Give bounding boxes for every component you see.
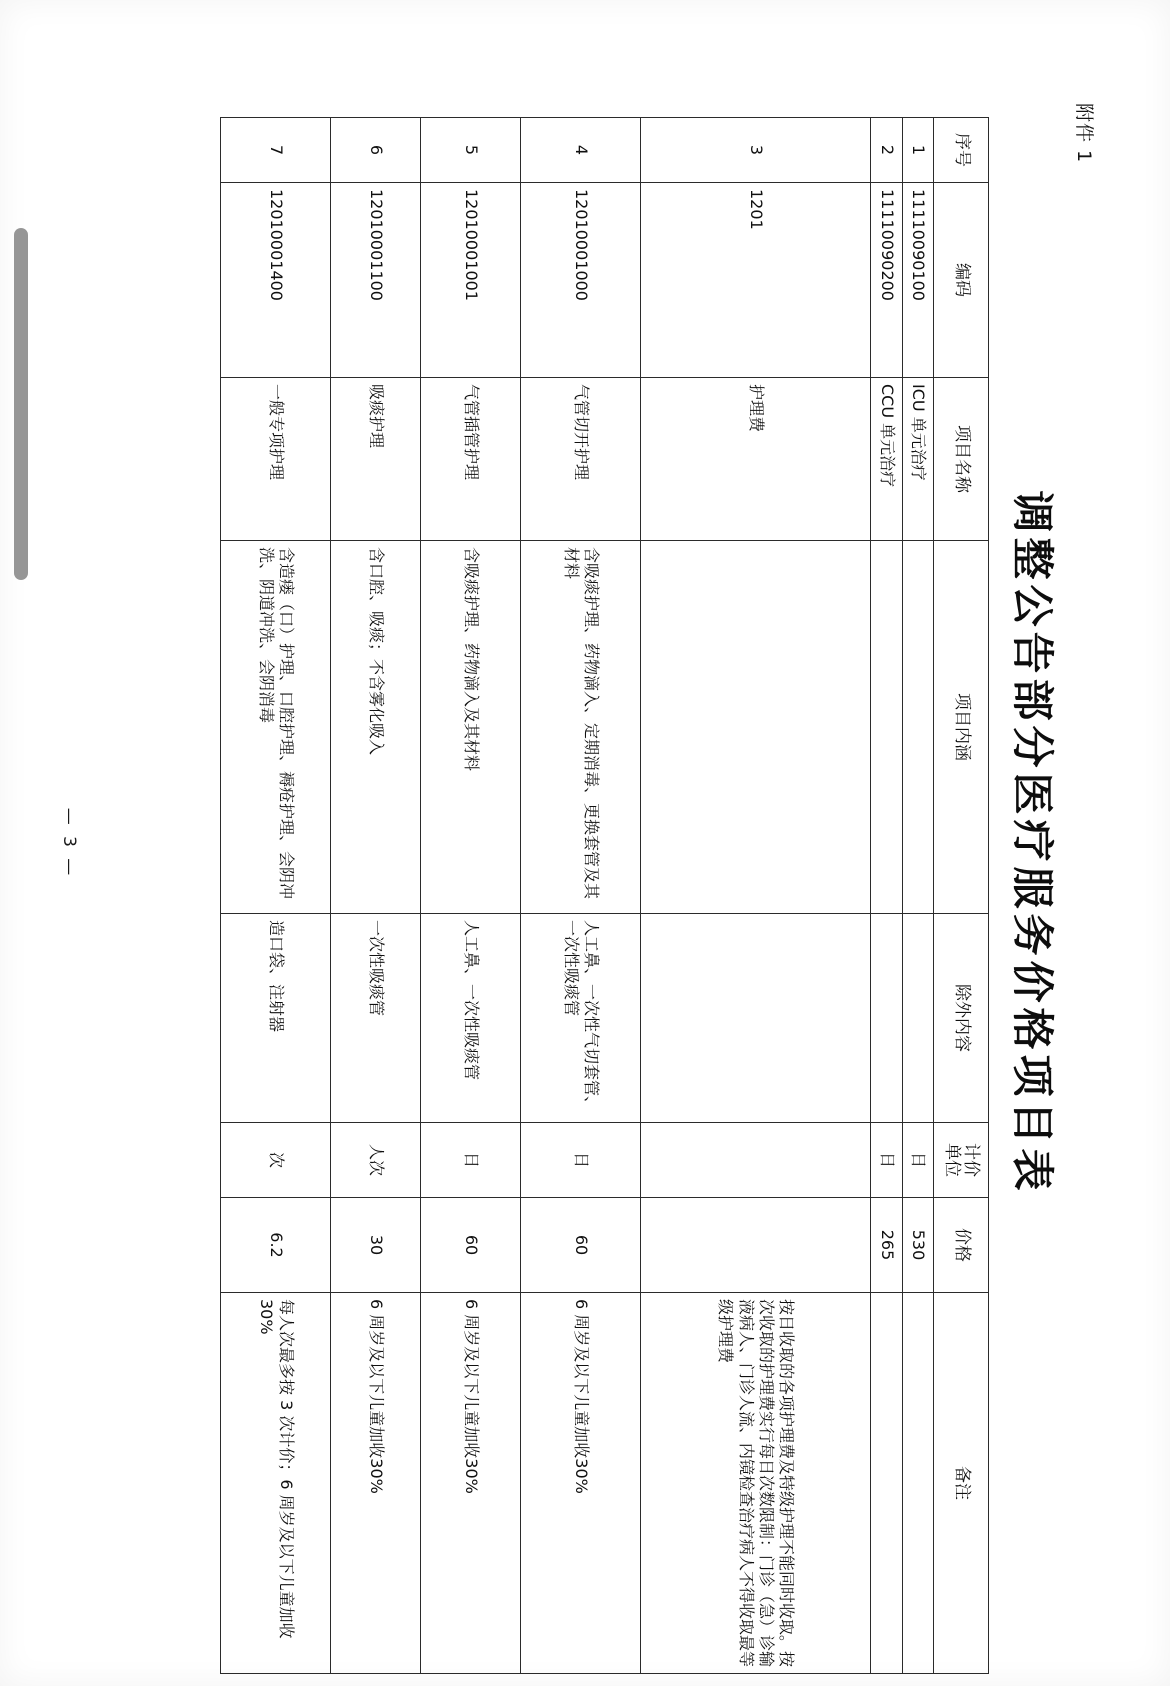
cell-exclusions: 人工鼻、一次性吸痰管 — [421, 914, 521, 1123]
cell-exclusions — [902, 914, 933, 1123]
cell-content: 含口腔、吸痰；不含雾化吸入 — [331, 541, 421, 914]
vertical-scrollbar[interactable] — [14, 228, 28, 580]
cell-unit: 日 — [902, 1123, 933, 1198]
cell-exclusions: 一次性吸痰管 — [331, 914, 421, 1123]
column-header-code: 编码 — [934, 183, 989, 378]
price-items-table — [220, 117, 989, 1674]
column-header-price: 价格 — [934, 1198, 989, 1293]
cell-code: 12010001001 — [421, 183, 521, 378]
cell-name: 吸痰护理 — [331, 378, 421, 541]
cell-code: 1201 — [641, 183, 871, 378]
cell-no: 6 — [331, 118, 421, 183]
cell-code: 12010001100 — [331, 183, 421, 378]
table-row — [221, 118, 331, 1674]
cell-remark: 每人次最多按 3 次计价；6 周岁及以下儿童加收30% — [221, 1293, 331, 1674]
cell-remark: 按日收取的各项护理费及特级护理不能同时收取。按次收取的护理费实行每日次数限制：门诊（急）诊输液病人、门诊人流、内镜检查治疗病人不得收取最等级护理费 — [641, 1293, 871, 1674]
table-row — [871, 118, 902, 1674]
cell-no: 5 — [421, 118, 521, 183]
cell-unit: 日 — [871, 1123, 902, 1198]
column-header-exclusions: 除外内容 — [934, 914, 989, 1123]
cell-price: 60 — [421, 1198, 521, 1293]
cell-content — [641, 541, 871, 914]
cell-exclusions — [871, 914, 902, 1123]
cell-content: 含吸痰护理、药物滴入、定期消毒、更换套管及其材料 — [521, 541, 641, 914]
table-row — [521, 118, 641, 1674]
cell-remark: 6 周岁及以下儿童加收30% — [421, 1293, 521, 1674]
cell-unit: 人次 — [331, 1123, 421, 1198]
cell-no: 7 — [221, 118, 331, 183]
cell-content: 含造瘘（口）护理、口腔护理、褥疮护理、会阴冲洗、阴道冲洗、会阴消毒 — [221, 541, 331, 914]
cell-exclusions: 造口袋、注射器 — [221, 914, 331, 1123]
cell-name: 一般专项护理 — [221, 378, 331, 541]
column-header-no: 序号 — [934, 118, 989, 183]
cell-code: 11110090200 — [871, 183, 902, 378]
column-header-remark: 备注 — [934, 1293, 989, 1674]
cell-unit: 日 — [421, 1123, 521, 1198]
cell-remark: 6 周岁及以下儿童加收30% — [521, 1293, 641, 1674]
cell-price: 30 — [331, 1198, 421, 1293]
cell-price: 6.2 — [221, 1198, 331, 1293]
cell-no: 4 — [521, 118, 641, 183]
table-row — [421, 118, 521, 1674]
cell-name: ICU 单元治疗 — [902, 378, 933, 541]
table-header-row — [934, 118, 989, 1674]
column-header-unit-line2: 单位 — [942, 1143, 962, 1177]
page-title: 调整公告部分医疗服务价格项目表 — [1008, 490, 1057, 1196]
table-row — [331, 118, 421, 1674]
cell-content — [871, 541, 902, 914]
column-header-unit-line1: 计价 — [961, 1143, 982, 1177]
rotated-document-body — [35, 43, 1135, 1668]
cell-name: 气管切开护理 — [521, 378, 641, 541]
cell-price: 265 — [871, 1198, 902, 1293]
cell-price: 530 — [902, 1198, 933, 1293]
cell-exclusions — [641, 914, 871, 1123]
cell-name: CCU 单元治疗 — [871, 378, 902, 541]
cell-remark: 6 周岁及以下儿童加收30% — [331, 1293, 421, 1674]
cell-content: 含吸痰护理、药物滴入及其材料 — [421, 541, 521, 914]
cell-code: 12010001400 — [221, 183, 331, 378]
column-header-name: 项目名称 — [934, 378, 989, 541]
cell-price: 60 — [521, 1198, 641, 1293]
page-number: — 3 — — [59, 807, 79, 879]
cell-unit — [641, 1123, 871, 1198]
cell-content — [902, 541, 933, 914]
cell-code: 12010001000 — [521, 183, 641, 378]
column-header-unit — [934, 1123, 989, 1198]
table-row — [641, 118, 871, 1674]
attachment-label: 附件 1 — [1073, 103, 1095, 164]
cell-name: 护理费 — [641, 378, 871, 541]
cell-name: 气管插管护理 — [421, 378, 521, 541]
cell-unit: 次 — [221, 1123, 331, 1198]
cell-no: 3 — [641, 118, 871, 183]
cell-remark — [902, 1293, 933, 1674]
cell-no: 1 — [902, 118, 933, 183]
table-row — [902, 118, 933, 1674]
column-header-content: 项目内涵 — [934, 541, 989, 914]
cell-price — [641, 1198, 871, 1293]
cell-remark — [871, 1293, 902, 1674]
cell-no: 2 — [871, 118, 902, 183]
cell-code: 11110090100 — [902, 183, 933, 378]
cell-unit: 日 — [521, 1123, 641, 1198]
cell-exclusions: 人工鼻、一次性气切套管、一次性吸痰管 — [521, 914, 641, 1123]
table-body — [221, 118, 934, 1674]
